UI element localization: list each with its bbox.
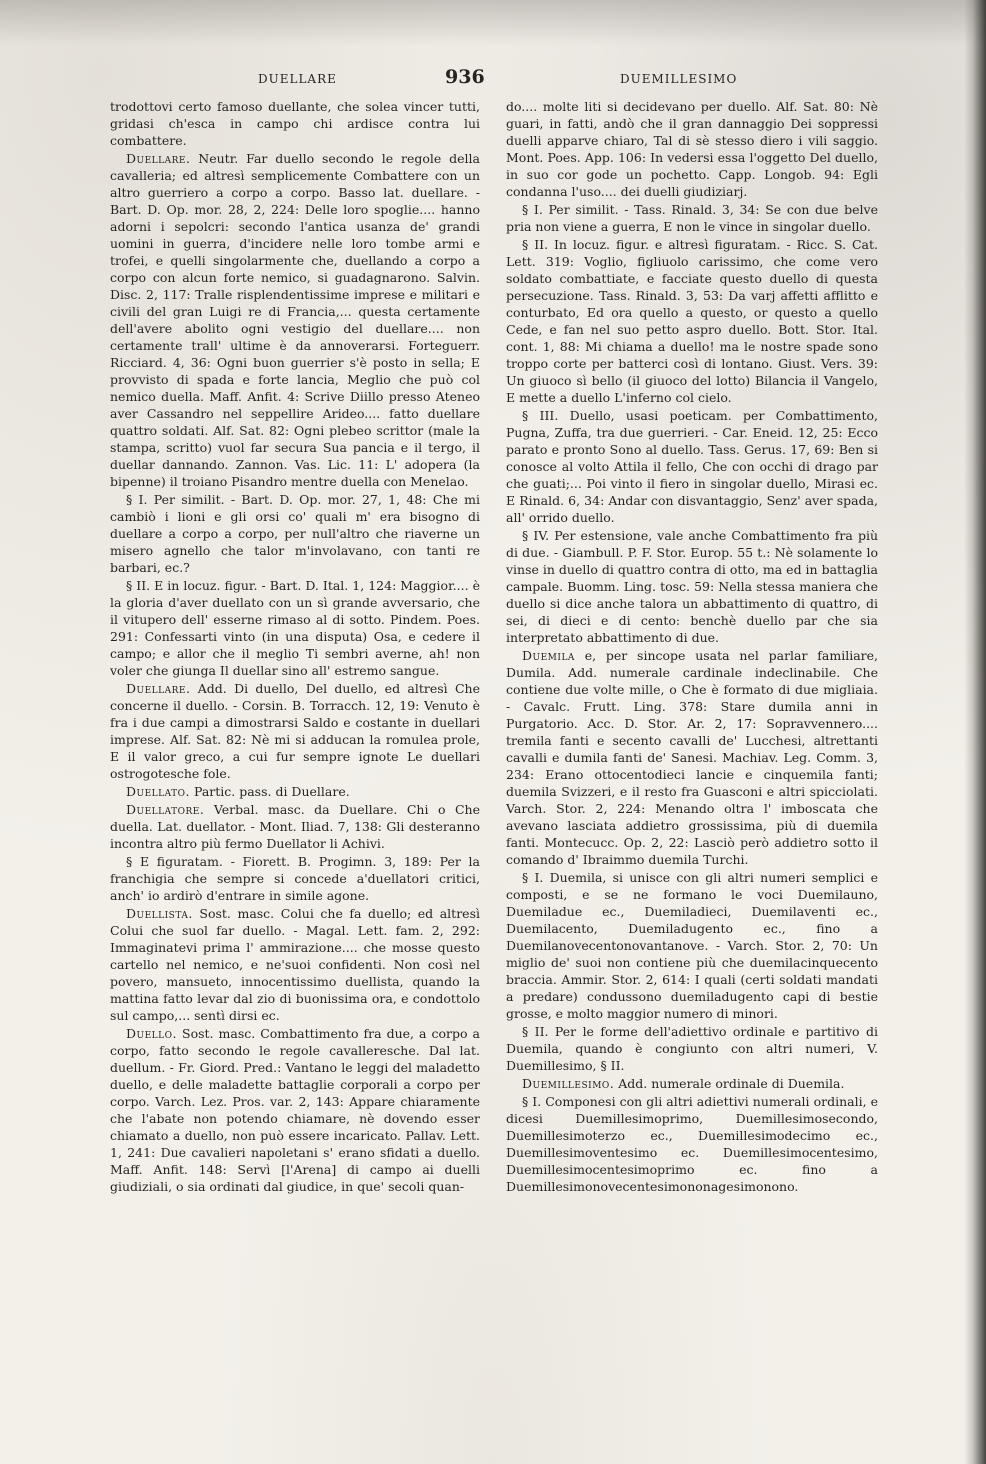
- dictionary-entry: [110, 150, 480, 490]
- entry-text: § II. Per le forme dell'adiettivo ordinale e partitivo di Duemila, quando è congiunto con altri numeri, V. Duemillesimo, § II.: [506, 1024, 878, 1073]
- dictionary-entry: [506, 1075, 878, 1092]
- entry-text: Add. numerale ordinale di Duemila.: [618, 1076, 845, 1091]
- dictionary-entry: [110, 905, 480, 1024]
- dictionary-entry: [110, 1025, 480, 1195]
- entry-text: Partic. pass. di Duellare.: [193, 784, 350, 799]
- entry-text: § II. E in locuz. figur. - Bart. D. Ital. 1, 124: Maggior.... è la gloria d'aver duellato con un sì grande avversario, che il vitupero dell' esserne rimaso al di sotto. Pindem. Poes. 291: Confessarti vinto (in una disputa) Osa, e cedere il campo; e allor che il meglio Ti sembri averne, ah! non voler che giunga Il duellar sino all' estremo sangue.: [110, 578, 480, 678]
- entry-text: § I. Duemila, si unisce con gli altri numeri semplici e composti, e se ne formano le voci Duemilauno, Duemiladue ec., Duemiladieci, Duemilaventi ec., Duemilacento, Duemiladugento ec., fino a Duemilanovecentonovantanove. - Varch. Stor. 2, 70: Un miglio de' suoi non contiene più che duemilacinquecento braccia. Ammir. Stor. 2, 614: I quali (certi soldati mandati a predare) condussono duemiladugento capi di bestie grosse, e molto maggior numero di minori.: [506, 870, 878, 1021]
- dictionary-entry: [110, 491, 480, 576]
- dictionary-entry: [506, 527, 878, 646]
- entry-lemma: Duellare.: [126, 681, 191, 696]
- scan-shadow-right: [964, 0, 986, 1464]
- entry-text: § IV. Per estensione, vale anche Combattimento fra più di due. - Giambull. P. F. Stor. Europ. 55 t.: Nè solamente lo vinse in duello di quattro contra di otto, ma ed in battaglia campale. Buomm. Ling. tosc. 59: Nella stessa maniera che duello si dice anche talora un abbattimento di quattro, di sei, di dieci e di cento: benchè duello par che sia interpretato abbattimento di due.: [506, 528, 878, 645]
- dictionary-entry: [506, 647, 878, 868]
- right-column: [506, 98, 878, 1458]
- entry-lemma: Duellista.: [126, 906, 193, 921]
- dictionary-entry: [110, 783, 480, 800]
- dictionary-entry: [506, 407, 878, 526]
- page-number: 936: [445, 66, 485, 88]
- entry-text: § I. Componesi con gli altri adiettivi numerali ordinali, e dicesi Duemillesimoprimo, Duemillesimosecondo, Duemillesimoterzo ec., Duemillesimodecimo ec., Duemillesimoventesimo ec. Duemillesimocentesimo, Duemillesimocentesimoprimo ec. fino a Duemillesimonovecentesimononagesimonono.: [506, 1094, 878, 1194]
- header-right-word: DUEMILLESIMO: [620, 72, 738, 86]
- dictionary-entry: [506, 1093, 878, 1195]
- entry-text: § E figuratam. - Fiorett. B. Progimn. 3, 189: Per la franchigia che sempre si concede a'duellatori critici, anch' io ardirò d'entrare in simile agone.: [110, 854, 480, 903]
- entry-text: § I. Per similit. - Tass. Rinald. 3, 34: Se con due belve pria non viene a guerra, E non le vince in singolar duello.: [506, 202, 878, 234]
- entry-text: Verbal. masc. da Duellare. Chi o Che duella. Lat. duellator. - Mont. Iliad. 7, 138: Gli desteranno incontra altro più fermo Duellator li Achivi.: [110, 802, 480, 851]
- entry-text: Sost. masc. Combattimento fra due, a corpo a corpo, fatto secondo le regole cavalleresche. Dal lat. duellum. - Fr. Giord. Pred.: Vantano le leggi del maladetto duello, e delle maladette battaglie corporali a corpo per corpo. Varch. Lez. Pros. var. 2, 143: Appare chiaramente che l'abate non potendo chiamare, nè dovendo esser chiamato a duello, non può essere incaricato. Pallav. Lett. 1, 241: Due cavalieri napoletani s' erano sfidati a duello. Maff. Anfit. 148: Servì [l'Arena] di campo ai duelli giudiziali, o sia ordinati dal giudice, in que' secoli quan-: [110, 1026, 480, 1194]
- dictionary-entry: [506, 201, 878, 235]
- scan-shadow-top: [0, 0, 986, 46]
- entry-text: e, per sincope usata nel parlar familiare, Dumila. Add. numerale cardinale indeclinabile. Che contiene due volte mille, o Che è formato di due migliaia. - Cavalc. Frutt. Ling. 378: Stare dumila anni in Purgatorio. Acc. D. Stor. Ar. 2, 17: Sopravvennero.... tremila fanti e secento cavalli de' Lucchesi, altrettanti cavalli e dumila fanti de' Sanesi. Machiav. Leg. Comm. 3, 234: Erano ottocentodieci lancie e cinquemila fanti; duemila Svizzeri, e il resto fra Guasconi e altri spicciolati. Varch. Stor. 2, 224: Menando oltra l' imboscata che avevano lasciata addietro grossissima, più di duemila fanti. Montecucc. Op. 2, 22: Lasciò però addietro sotto il comando d' Ibraimmo duemila Turchi.: [506, 648, 878, 867]
- running-head: [100, 66, 880, 94]
- dictionary-entry: [506, 1023, 878, 1074]
- entry-text: § III. Duello, usasi poeticam. per Combattimento, Pugna, Zuffa, tra due guerrieri. - Car. Eneid. 12, 25: Ecco parato e pronto Sono al duello. Tass. Gerus. 17, 69: Ben si conosce al volto Attila il fello, Che con occhi di drago par che guati;... Poi vinto il fiero in singolar duello, Mirasi ec. E Rinald. 6, 34: Andar con disvantaggio, Senz' aver spada, all' orrido duello.: [506, 408, 878, 525]
- entry-lemma: Duellare.: [126, 151, 191, 166]
- entry-text: do.... molte liti si decidevano per duello. Alf. Sat. 80: Nè guari, in fatti, andò che il gran dannaggio Dei soppressi duelli apparve chiaro, Tal di sè stesso diero i vili saggio. Mont. Poes. App. 106: In vedersi essa l'oggetto Del duello, in suo cor gode un pochetto. Capp. Longob. 94: Egli condanna l'uso.... dei duelli giudiziarj.: [506, 99, 878, 199]
- entry-lemma: Duellatore.: [126, 802, 205, 817]
- dictionary-entry: [110, 801, 480, 852]
- entry-text: Sost. masc. Colui che fa duello; ed altresì Colui che suol far duello. - Magal. Lett. fam. 2, 292: Immaginatevi prima l' ammirazione.... che mosse questo cartello nel nemico, e ne'suoi confidenti. Non così nel povero, mansueto, innocentissimo duellista, quando la mattina fatto levar dal zio di buonissima ora, e condottolo sul campo,... sentì dirsi ec.: [110, 906, 480, 1023]
- dictionary-entry: [110, 680, 480, 782]
- entry-lemma: Duemila: [522, 648, 575, 663]
- left-column: [110, 98, 480, 1458]
- dictionary-entry: [506, 869, 878, 1022]
- dictionary-entry: [506, 236, 878, 406]
- dictionary-entry: [110, 853, 480, 904]
- dictionary-entry: [110, 577, 480, 679]
- dictionary-entry: [110, 98, 480, 149]
- entry-text: Add. Di duello, Del duello, ed altresì Che concerne il duello. - Corsin. B. Torracch. 12, 19: Venuto è fra i due campi a dimostrarsi Saldo e costante in duellari imprese. Alf. Sat. 82: Nè mi si adducan la romulea prole, E il valor greco, a cui fur sempre ignote Le duellari ostrogotesche fole.: [110, 681, 480, 781]
- entry-lemma: Duellato.: [126, 784, 190, 799]
- entry-text: trodottovi certo famoso duellante, che solea vincer tutti, gridasi ch'esca in campo chi ardisce contra lui combattere.: [110, 99, 480, 148]
- entry-lemma: Duello.: [126, 1026, 177, 1041]
- dictionary-entry: [506, 98, 878, 200]
- header-left-word: DUELLARE: [258, 72, 337, 86]
- entry-text: Neutr. Far duello secondo le regole della cavalleria; ed altresì semplicemente Combattere con un altro guerriero a corpo a corpo. Basso lat. duellare. - Bart. D. Op. mor. 28, 2, 224: Delle loro spoglie.... hanno adorni i sepolcri: secondo l'antica usanza de' grandi uomini in guerra, d'incidere nelle loro tombe armi e trofei, e quelli singolarmente che, duellando a corpo a corpo con alcun forte nemico, si guadagnarono. Salvin. Disc. 2, 117: Tralle risplendentissime imprese e militari e civili del gran Luigi re di Francia,... questa certamente dell'avere abolito ogni vestigio del duellare.... non certamente trall' ultime è da annoverarsi. Forteguerr. Ricciard. 4, 36: Ogni buon guerrier s'è posto in sella; E provvisto di spada e forte lancia, Meglio che può col nemico duella. Maff. Anfit. 4: Scrive Diillo presso Ateneo aver Cassandro nel seppellire Arideo.... fatto duellare quattro soldati. Alf. Sat. 82: Ogni plebeo scrittor (male la stampa, scritto) vuol far secura Sua pancia e il tergo, il duellar dannando. Zannon. Vas. Lic. 11: L' adopera (la bipenne) il troiano Pisandro mentre duella con Menelao.: [110, 151, 480, 489]
- entry-lemma: Duemillesimo.: [522, 1076, 615, 1091]
- entry-text: § II. In locuz. figur. e altresì figuratam. - Ricc. S. Cat. Lett. 319: Voglio, figliuolo carissimo, che come vero soldato combattiate, e facciate questo duello di questa persecuzione. Tass. Rinald. 3, 53: Da varj affetti afflitto e conturbato, Ed ora quello a questo, or questo a quello Cede, e fan nel suo petto aspro duello. Bott. Stor. Ital. cont. 1, 88: Mi chiama a duello! ma le nostre spade sono troppo corte per batterci così di lontano. Giust. Vers. 39: Un giuoco sì bello (il giuoco del lotto) Bilancia il Vangelo, E mette a duello L'inferno col cielo.: [506, 237, 878, 405]
- entry-text: § I. Per similit. - Bart. D. Op. mor. 27, 1, 48: Che mi cambiò i lioni e gli orsi co' quali m' era bisogno di duellare a corpo a corpo, per null'altro che riaverne un misero agnello che talor m'involavano, con tanti re barbari, ec.?: [110, 492, 480, 575]
